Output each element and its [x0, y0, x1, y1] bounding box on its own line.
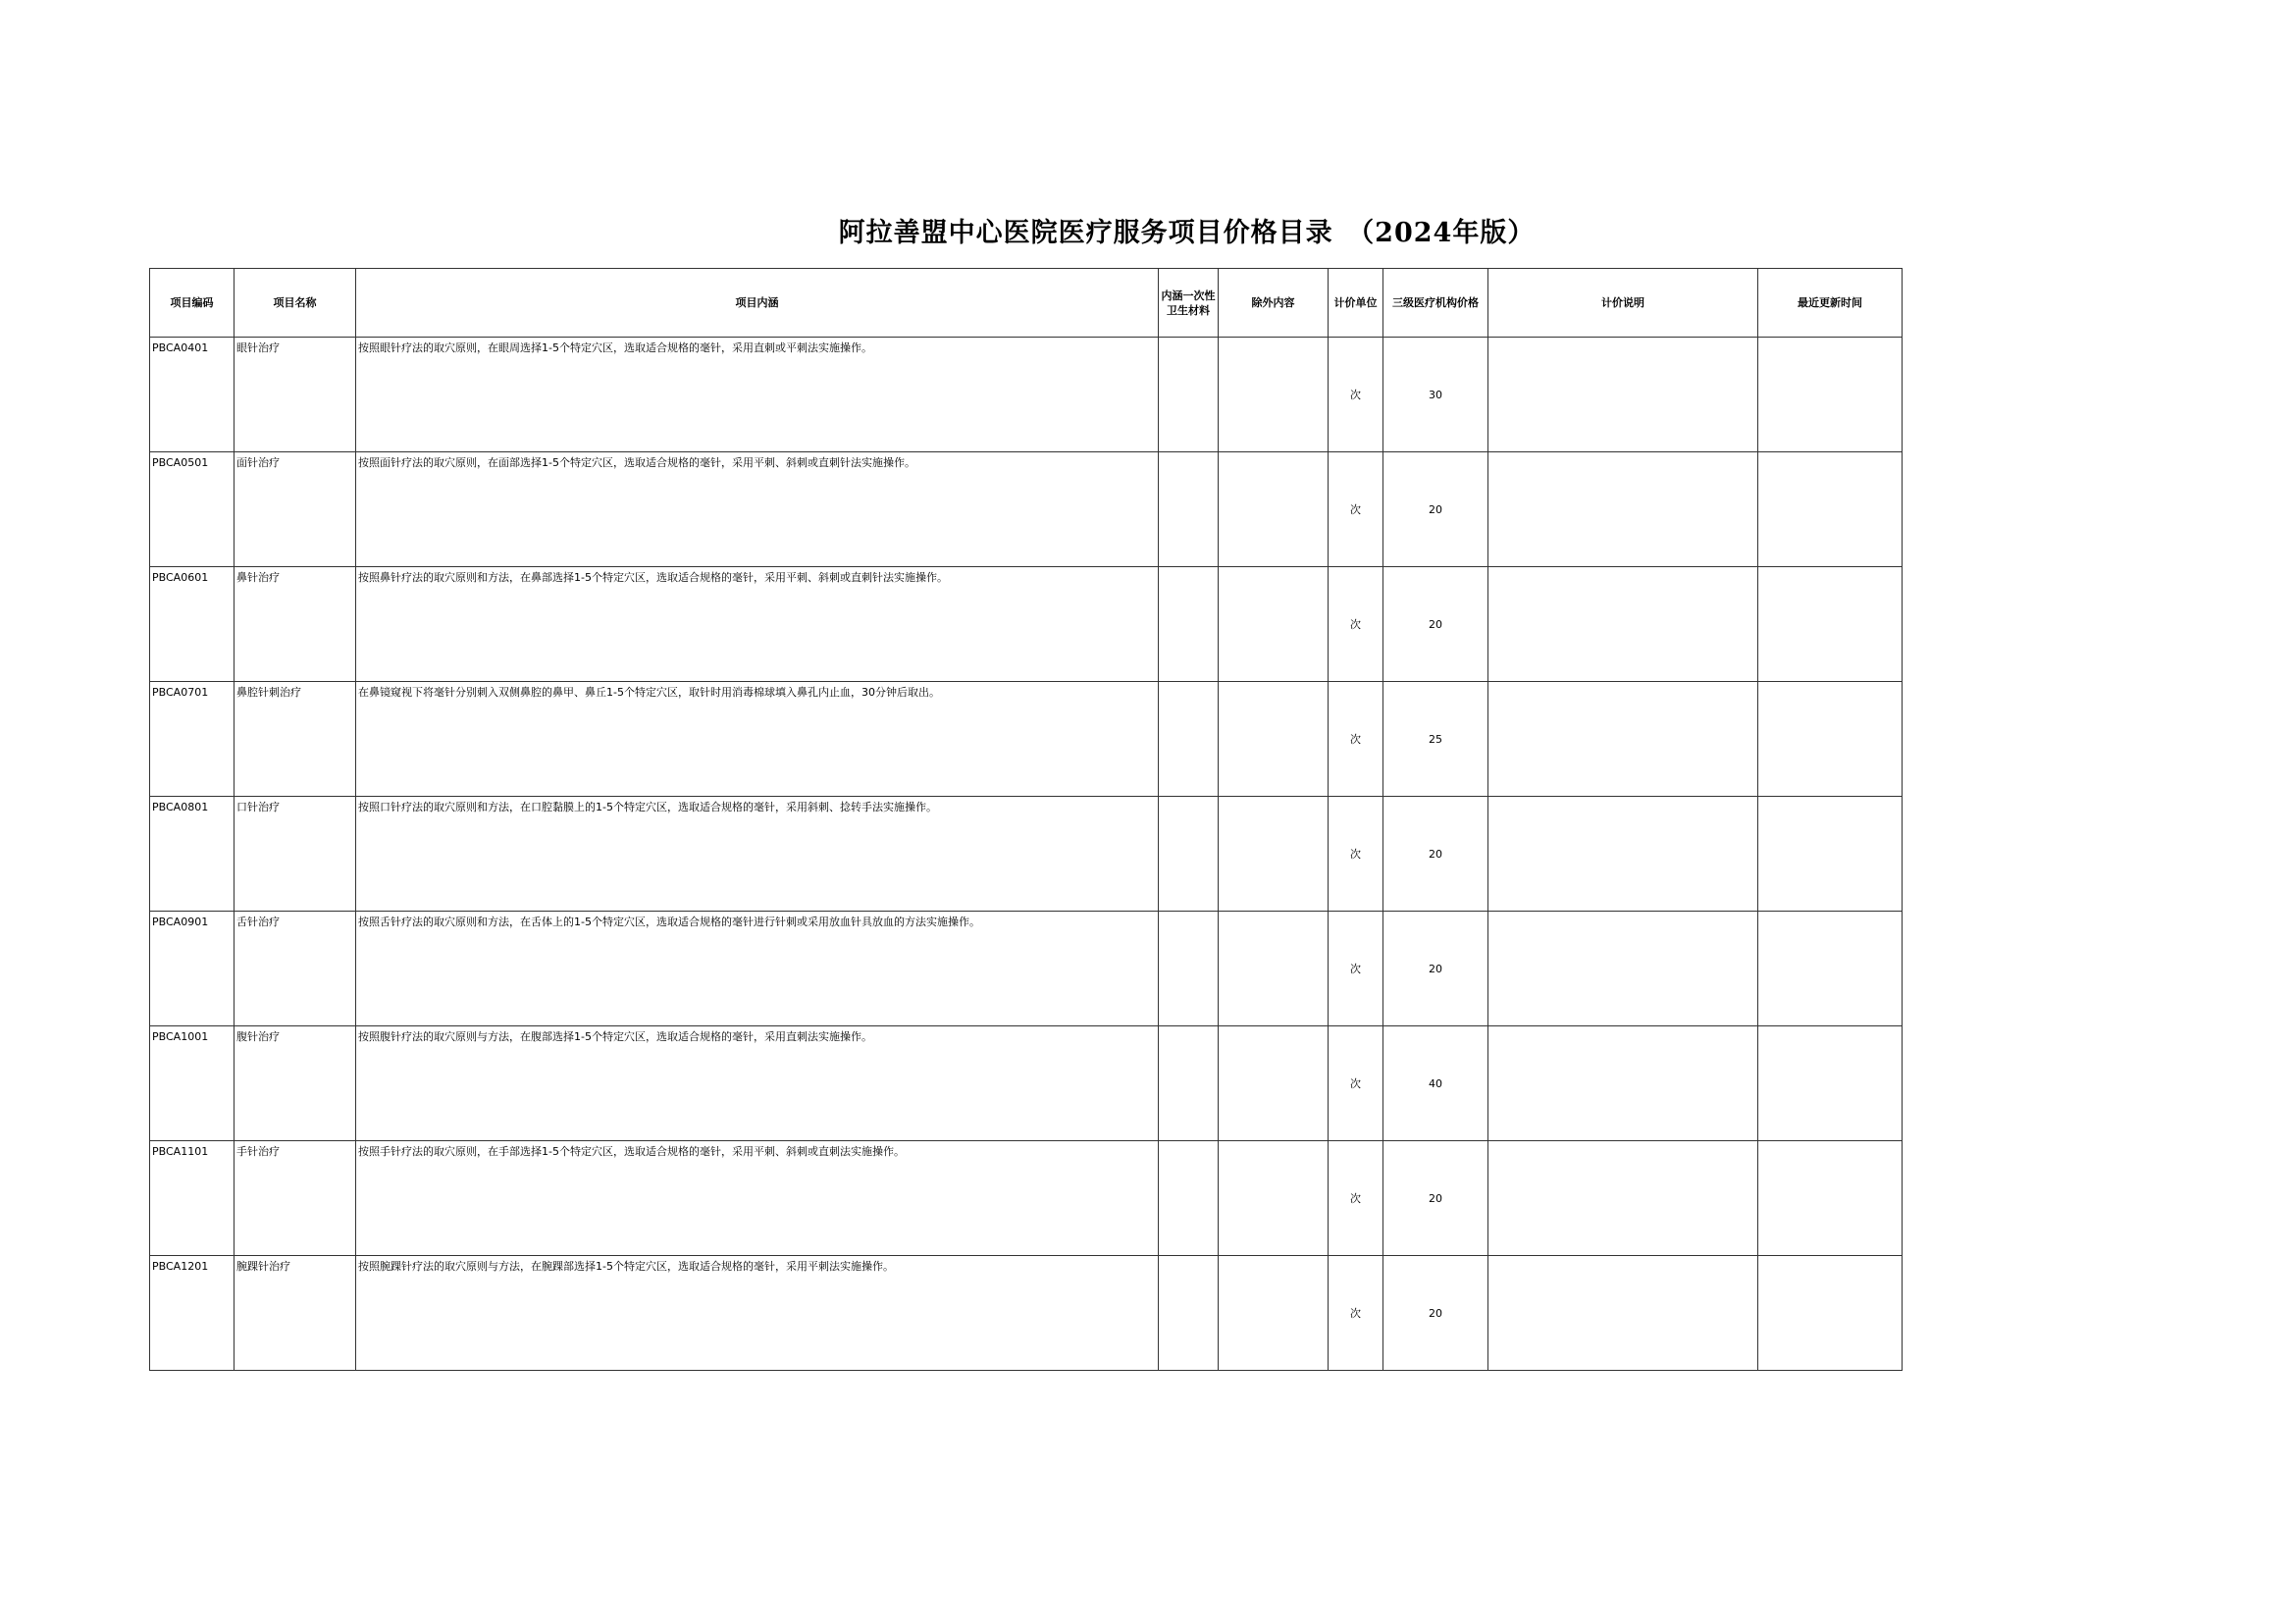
- cell-exclusions: [1219, 567, 1329, 682]
- cell-code: PBCA0401: [150, 338, 235, 452]
- cell-exclusions: [1219, 452, 1329, 567]
- cell-name: 口针治疗: [235, 797, 356, 912]
- table-row: [150, 682, 1903, 797]
- cell-price: 20: [1383, 1141, 1488, 1256]
- cell-updated: [1758, 797, 1903, 912]
- cell-note: [1488, 1026, 1758, 1141]
- price-table: [149, 268, 1903, 1371]
- cell-code: PBCA1001: [150, 1026, 235, 1141]
- cell-note: [1488, 567, 1758, 682]
- cell-note: [1488, 1256, 1758, 1371]
- cell-code: PBCA0801: [150, 797, 235, 912]
- cell-materials: [1159, 1026, 1219, 1141]
- cell-updated: [1758, 452, 1903, 567]
- cell-updated: [1758, 1026, 1903, 1141]
- cell-exclusions: [1219, 1026, 1329, 1141]
- cell-unit: 次: [1329, 912, 1383, 1026]
- cell-unit: 次: [1329, 797, 1383, 912]
- cell-code: PBCA0901: [150, 912, 235, 1026]
- cell-exclusions: [1219, 338, 1329, 452]
- header-name: 项目名称: [235, 269, 356, 338]
- cell-content: 按照腕踝针疗法的取穴原则与方法，在腕踝部选择1-5个特定穴区，选取适合规格的毫针，采用平刺法实施操作。: [356, 1256, 1159, 1371]
- cell-updated: [1758, 1256, 1903, 1371]
- cell-price: 20: [1383, 1256, 1488, 1371]
- header-updated: 最近更新时间: [1758, 269, 1903, 338]
- header-exclusions: 除外内容: [1219, 269, 1329, 338]
- cell-unit: 次: [1329, 567, 1383, 682]
- cell-name: 手针治疗: [235, 1141, 356, 1256]
- cell-unit: 次: [1329, 338, 1383, 452]
- header-code: 项目编码: [150, 269, 235, 338]
- cell-updated: [1758, 338, 1903, 452]
- cell-materials: [1159, 338, 1219, 452]
- cell-materials: [1159, 912, 1219, 1026]
- cell-materials: [1159, 1141, 1219, 1256]
- cell-name: 腹针治疗: [235, 1026, 356, 1141]
- cell-unit: 次: [1329, 452, 1383, 567]
- cell-unit: 次: [1329, 682, 1383, 797]
- table-body: [150, 338, 1903, 1371]
- cell-name: 鼻针治疗: [235, 567, 356, 682]
- cell-content: 按照手针疗法的取穴原则，在手部选择1-5个特定穴区，选取适合规格的毫针，采用平刺、斜刺或直刺法实施操作。: [356, 1141, 1159, 1256]
- cell-price: 20: [1383, 567, 1488, 682]
- cell-price: 20: [1383, 912, 1488, 1026]
- cell-code: PBCA1101: [150, 1141, 235, 1256]
- cell-exclusions: [1219, 682, 1329, 797]
- table-row: [150, 912, 1903, 1026]
- header-unit: 计价单位: [1329, 269, 1383, 338]
- table-row: [150, 567, 1903, 682]
- table-row: [150, 1141, 1903, 1256]
- cell-code: PBCA1201: [150, 1256, 235, 1371]
- header-materials: 内涵一次性卫生材料: [1159, 269, 1219, 338]
- table-row: [150, 1256, 1903, 1371]
- cell-code: PBCA0701: [150, 682, 235, 797]
- cell-exclusions: [1219, 912, 1329, 1026]
- cell-content: 按照鼻针疗法的取穴原则和方法，在鼻部选择1-5个特定穴区，选取适合规格的毫针，采用平刺、斜刺或直刺针法实施操作。: [356, 567, 1159, 682]
- cell-price: 30: [1383, 338, 1488, 452]
- cell-updated: [1758, 567, 1903, 682]
- cell-note: [1488, 338, 1758, 452]
- cell-name: 鼻腔针刺治疗: [235, 682, 356, 797]
- cell-unit: 次: [1329, 1026, 1383, 1141]
- cell-updated: [1758, 912, 1903, 1026]
- cell-updated: [1758, 1141, 1903, 1256]
- header-price: 三级医疗机构价格: [1383, 269, 1488, 338]
- cell-note: [1488, 1141, 1758, 1256]
- cell-exclusions: [1219, 1256, 1329, 1371]
- cell-name: 面针治疗: [235, 452, 356, 567]
- cell-content: 按照眼针疗法的取穴原则，在眼周选择1-5个特定穴区，选取适合规格的毫针，采用直刺或平刺法实施操作。: [356, 338, 1159, 452]
- table-row: [150, 1026, 1903, 1141]
- cell-name: 舌针治疗: [235, 912, 356, 1026]
- cell-name: 腕踝针治疗: [235, 1256, 356, 1371]
- cell-note: [1488, 452, 1758, 567]
- cell-materials: [1159, 797, 1219, 912]
- cell-content: 按照口针疗法的取穴原则和方法，在口腔黏膜上的1-5个特定穴区，选取适合规格的毫针，采用斜刺、捻转手法实施操作。: [356, 797, 1159, 912]
- cell-content: 按照腹针疗法的取穴原则与方法，在腹部选择1-5个特定穴区，选取适合规格的毫针，采用直刺法实施操作。: [356, 1026, 1159, 1141]
- cell-updated: [1758, 682, 1903, 797]
- cell-exclusions: [1219, 797, 1329, 912]
- header-note: 计价说明: [1488, 269, 1758, 338]
- cell-note: [1488, 797, 1758, 912]
- cell-materials: [1159, 1256, 1219, 1371]
- header-row: [150, 269, 1903, 338]
- header-content: 项目内涵: [356, 269, 1159, 338]
- cell-materials: [1159, 682, 1219, 797]
- cell-materials: [1159, 452, 1219, 567]
- table-row: [150, 797, 1903, 912]
- cell-code: PBCA0601: [150, 567, 235, 682]
- cell-materials: [1159, 567, 1219, 682]
- cell-price: 25: [1383, 682, 1488, 797]
- cell-unit: 次: [1329, 1256, 1383, 1371]
- document-title: 阿拉善盟中心医院医疗服务项目价格目录 （2024年版）: [838, 218, 1536, 248]
- cell-price: 20: [1383, 797, 1488, 912]
- cell-content: 在鼻镜窥视下将毫针分别刺入双侧鼻腔的鼻甲、鼻丘1-5个特定穴区，取针时用消毒棉球填入鼻孔内止血，30分钟后取出。: [356, 682, 1159, 797]
- cell-price: 40: [1383, 1026, 1488, 1141]
- cell-note: [1488, 682, 1758, 797]
- cell-content: 按照面针疗法的取穴原则，在面部选择1-5个特定穴区，选取适合规格的毫针，采用平刺、斜刺或直刺针法实施操作。: [356, 452, 1159, 567]
- cell-unit: 次: [1329, 1141, 1383, 1256]
- cell-name: 眼针治疗: [235, 338, 356, 452]
- table-row: [150, 338, 1903, 452]
- cell-exclusions: [1219, 1141, 1329, 1256]
- cell-price: 20: [1383, 452, 1488, 567]
- cell-code: PBCA0501: [150, 452, 235, 567]
- cell-note: [1488, 912, 1758, 1026]
- cell-content: 按照舌针疗法的取穴原则和方法，在舌体上的1-5个特定穴区，选取适合规格的毫针进行针刺或采用放血针具放血的方法实施操作。: [356, 912, 1159, 1026]
- table-row: [150, 452, 1903, 567]
